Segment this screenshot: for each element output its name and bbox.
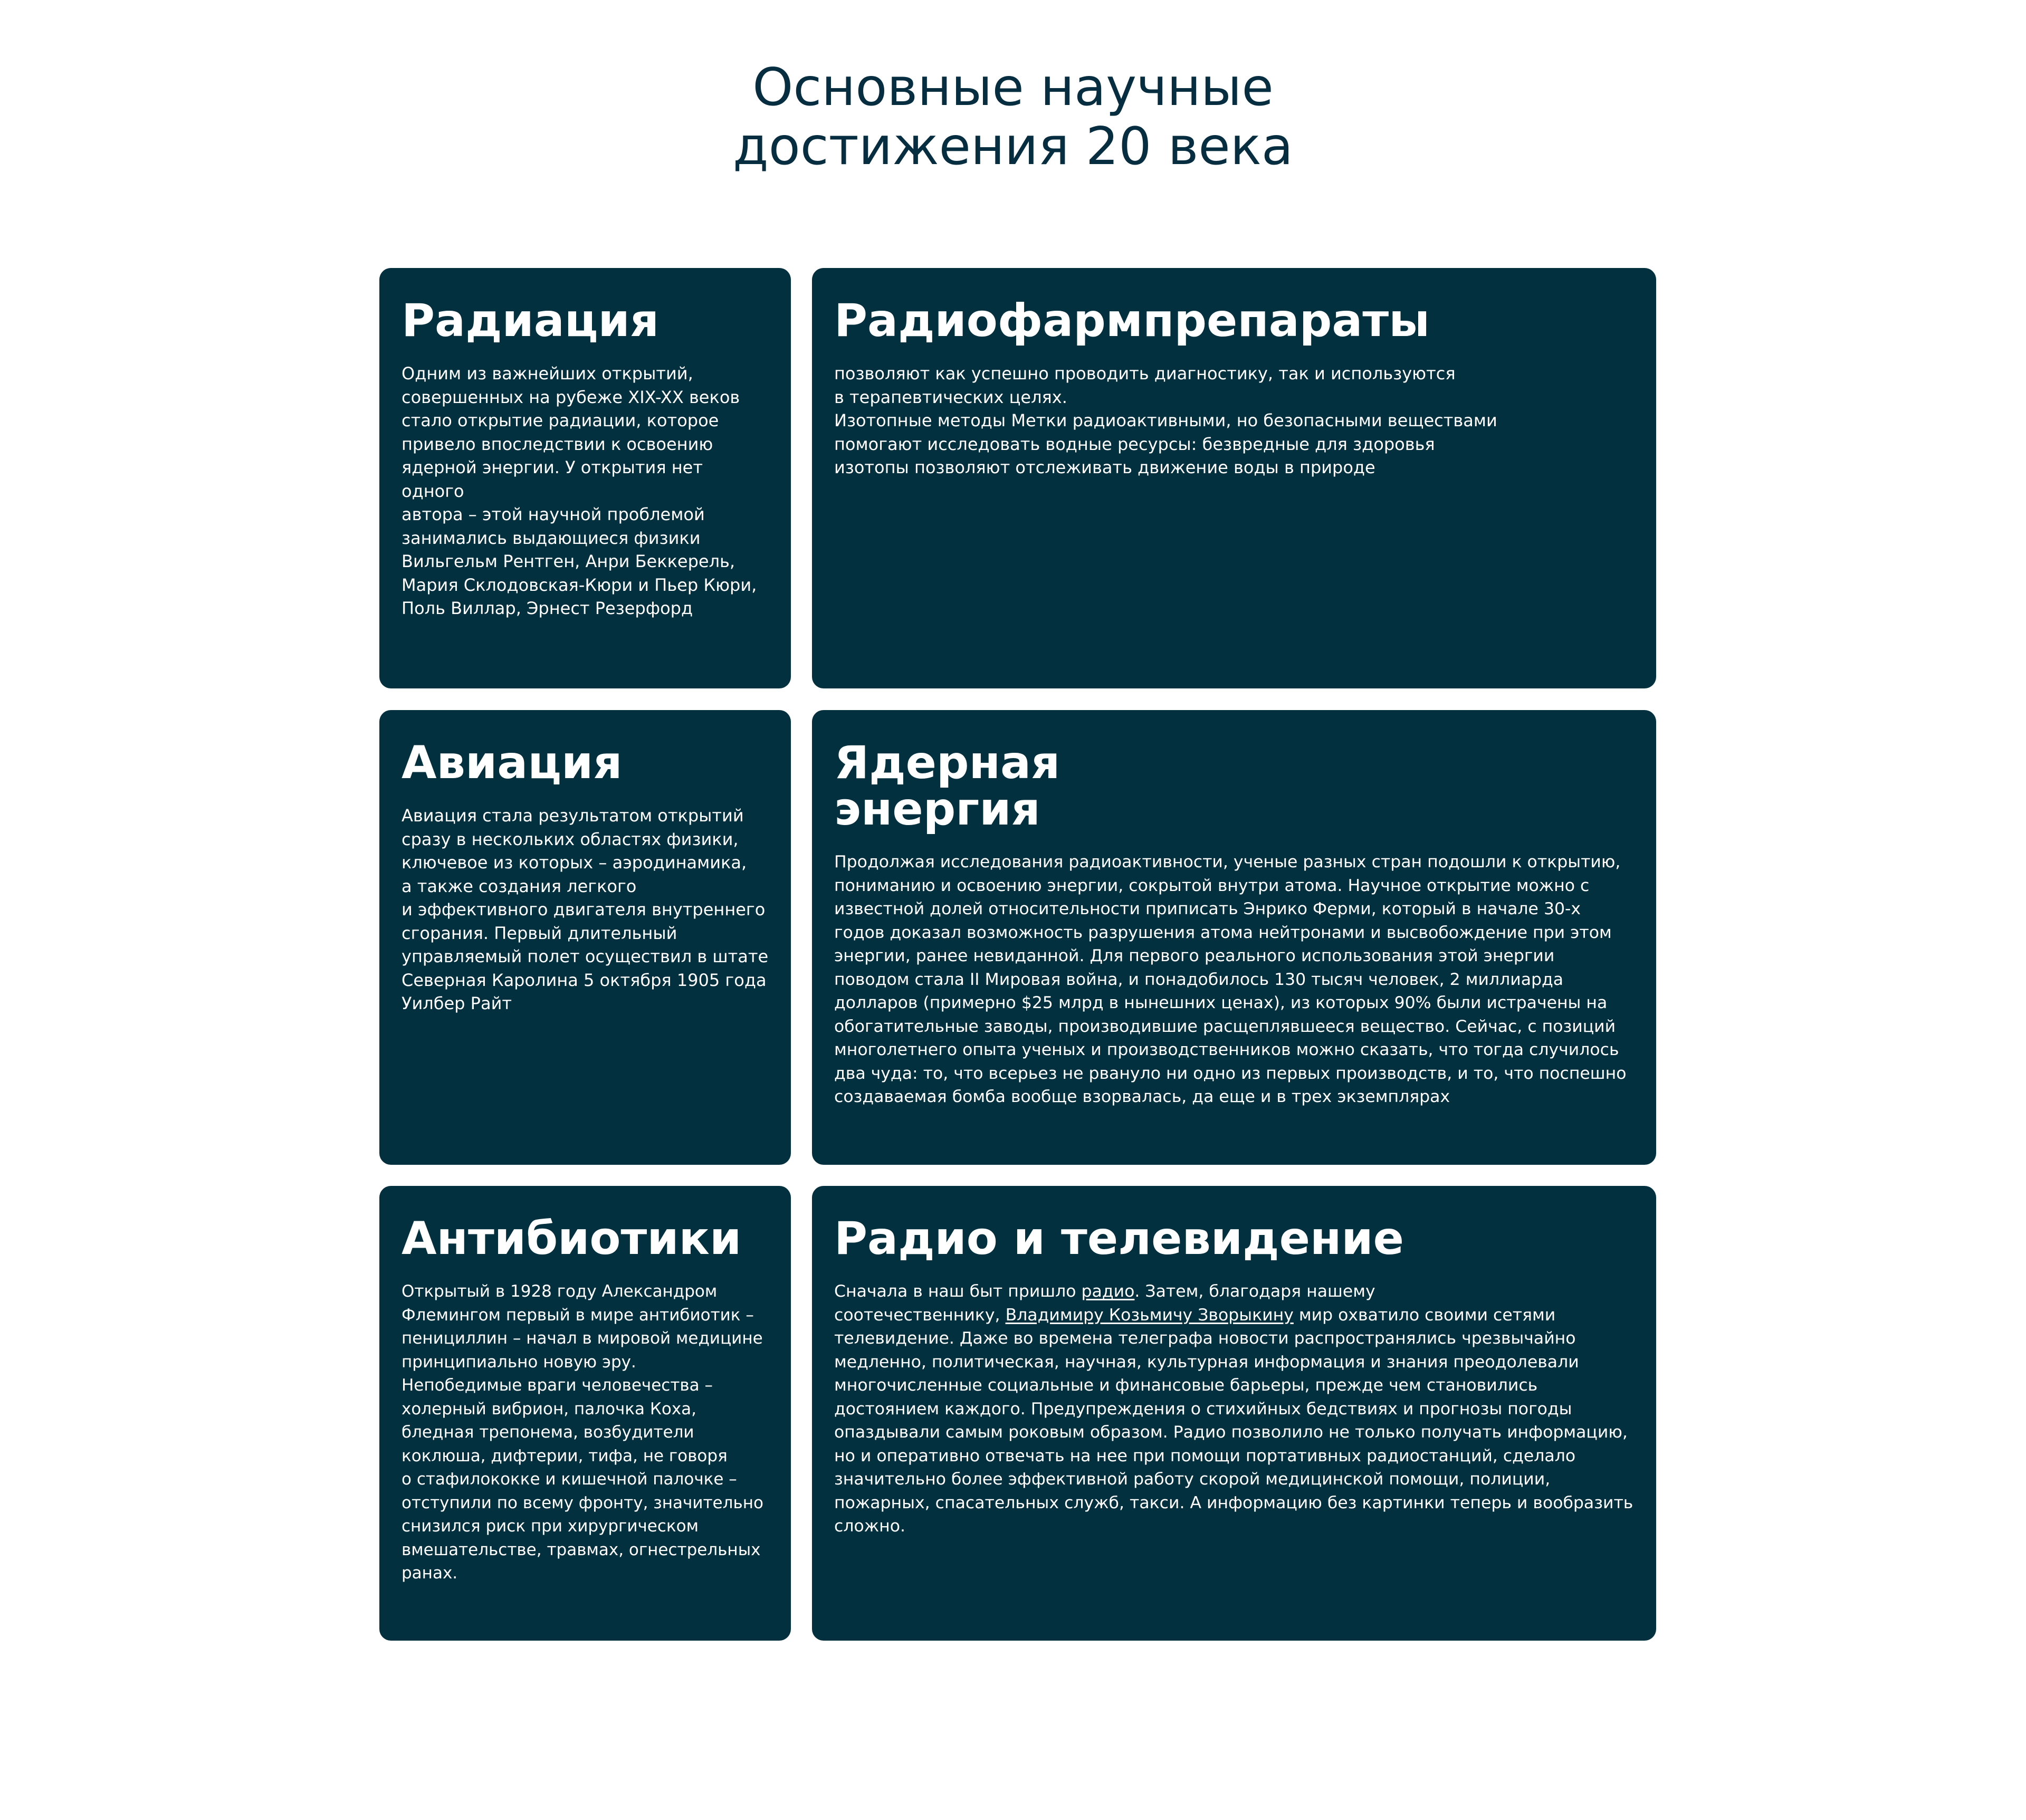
- card-title-aviation: Авиация: [402, 736, 623, 789]
- page-title: [0, 58, 2026, 176]
- card-text-nuclear-energy: Продолжая исследования радиоактивности, ученые разных стран подошли к открытию, пониманию и освоению энергии, сокрытой внутри атома. Научное открытие можно с известной долей относительности приписать Энрико Ферми, который в начале 30-х годов доказал возможность разрушения атома нейтронами и высвобождение при этом энергии, ранее невиданной. Для первого реального использования этой энергии поводом стала II Мировая война, и понадобилось 130 тысяч человек, 2 миллиарда долларов (примерно $25 млрд в нынешних ценах), из которых 90% были истрачены на обогатительные заводы, производившие расщеплявшееся вещество. Сейчас, с позиций многолетнего опыта ученых и производственников можно сказать, что тогда случилось два чуда: то, что всерьез не рвануло ни одно из первых производств, и то, что поспешно создаваемая бомба вообще взорвалась, да еще и в трех экземплярах: [834, 852, 1627, 1106]
- radio-text-part-3: мир охватило своими сетями телевидение. Даже во времена телеграфа новости распространялись чрезвычайно медленно, политическая, научная, культурная информация и знания преодолевали многочисленные социальные и финансовые барьеры, прежде чем становились достоянием каждого. Предупреждения о стихийных бедствиях и прогнозы погоды опаздывали самым роковым образом. Радио позволило не только получать информацию, но и оперативно отвечать на нее при помощи портативных радиостанций, сделало значительно более эффективной работу скорой медицинской помощи, полиции, пожарных, спасательных служб, такси. А информацию без картинки теперь и вообразить сложно.: [834, 1305, 1633, 1536]
- card-text-antibiotics: Открытый в 1928 году Александром Флемингом первый в мире антибиотик – пенициллин – начал в мировой медицине принципиально новую эру. Непобедимые враги человечества – холерный вибрион, палочка Коха, бледная трепонема, возбудители коклюша, дифтерии, тифа, не говоря о стафилококке и кишечной палочке – отступили по всему фронту, значительно снизился риск при хирургическом вмешательстве, травмах, огнестрельных ранах.: [402, 1282, 763, 1583]
- radio-text-part-2: . Затем, благодаря нашему соотечественнику,: [834, 1282, 1375, 1325]
- zworykin-link[interactable]: Владимиру Козьмичу Зворыкину: [1005, 1305, 1294, 1325]
- card-text-radiopharmaceuticals: позволяют как успешно проводить диагностику, так и используются в терапевтических целях. Изотопные методы Метки радиоактивными, но безопасными веществами помогают исследовать водные ресурсы: безвредные для здоровья изотопы позволяют отслеживать движение воды в природе: [834, 363, 1497, 477]
- radio-link[interactable]: радио: [1081, 1282, 1135, 1301]
- card-radiopharmaceuticals: [812, 268, 1656, 688]
- card-title-nuclear-line-1: Ядерная: [834, 736, 1060, 789]
- card-title-antibiotics: Антибиотики: [402, 1212, 742, 1265]
- card-radiation: [379, 268, 791, 688]
- card-text-radio-television: [834, 1280, 1634, 1538]
- radio-text-part-1: Сначала в наш быт пришло: [834, 1282, 1082, 1301]
- card-title-radiopharmaceuticals: Радиофармпрепараты: [834, 294, 1430, 347]
- card-title-nuclear-line-2: энергия: [834, 783, 1040, 836]
- card-nuclear-energy: [812, 710, 1656, 1165]
- page-title-line-1: Основные научные: [752, 58, 1274, 118]
- card-aviation: [379, 710, 791, 1165]
- card-title-radio-television: Радио и телевидение: [834, 1212, 1404, 1265]
- card-text-radiation: Одним из важнейших открытий, совершенных на рубеже XIX-XX веков стало открытие радиации, которое привело впоследствии к освоению ядерной энергии. У открытия нет одного автора – этой научной проблемой занимались выдающиеся физики Вильгельм Рентген, Анри Беккерель, Мария Склодовская-Кюри и Пьер Кюри, Поль Виллар, Эрнест Резерфорд: [402, 363, 757, 618]
- card-radio-television: [812, 1186, 1656, 1641]
- page-title-line-2: достижения 20 века: [733, 117, 1293, 177]
- card-antibiotics: [379, 1186, 791, 1641]
- card-title-nuclear-energy: [834, 736, 1634, 836]
- card-title-radiation: Радиация: [402, 294, 660, 347]
- card-text-aviation: Авиация стала результатом открытий сразу в нескольких областях физики, ключевое из которых – аэродинамика, а также создания легкого и эффективного двигателя внутреннего сгорания. Первый длительный управляемый полет осуществил в штате Северная Каролина 5 октября 1905 года Уилбер Райт: [402, 806, 769, 1013]
